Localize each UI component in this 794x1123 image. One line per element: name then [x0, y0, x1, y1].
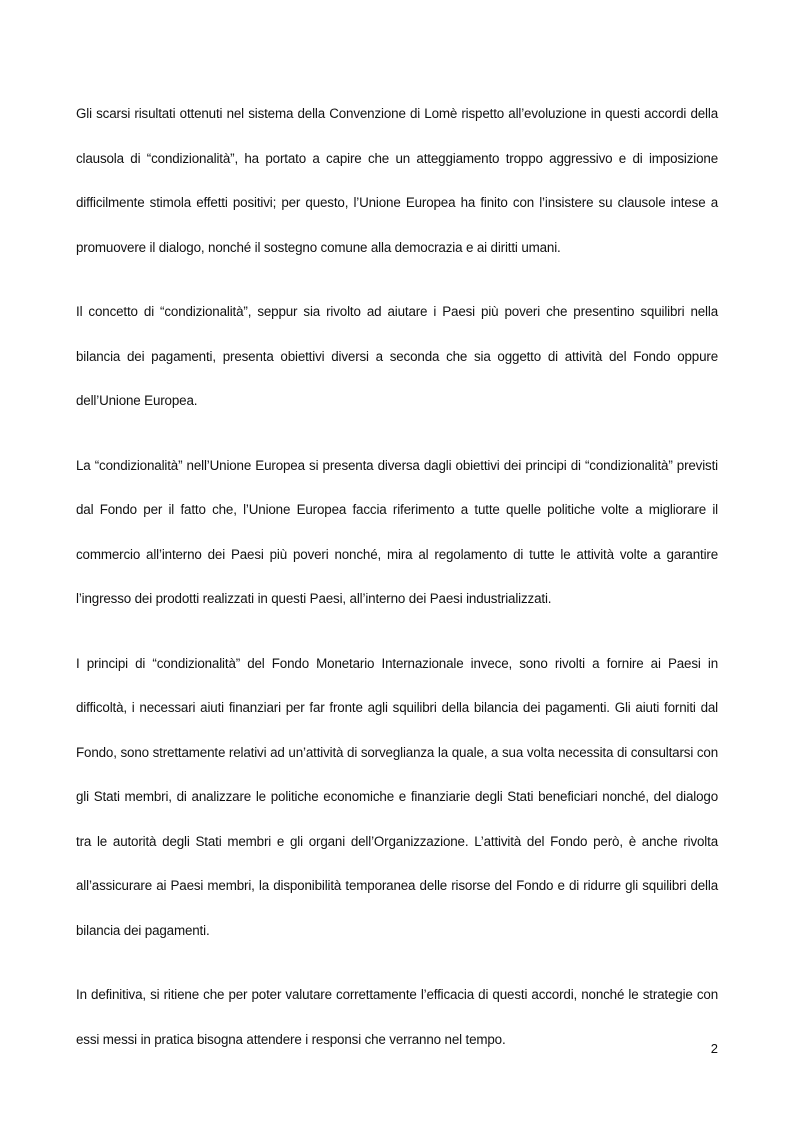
paragraph-1: Gli scarsi risultati ottenuti nel sistema della Convenzione di Lomè rispetto all’evoluzione in questi accordi della clausola di “condizionalità”, ha portato a capire che un atteggiamento troppo aggressivo e di imposizione difficilmente stimola effetti positivi; per questo, l’Unione Europea ha finito con l’insistere su clausole intese a promuovere il dialogo, nonché il sostegno comune alla democrazia e ai diritti umani.: [76, 106, 718, 255]
paragraph-3: La “condizionalità” nell’Unione Europea si presenta diversa dagli obiettivi dei principi di “condizionalità” previsti dal Fondo per il fatto che, l’Unione Europea faccia riferimento a tutte quelle politiche volte a migliorare il commercio all’interno dei Paesi più poveri nonché, mira al regolamento di tutte le attività volte a garantire l’ingresso dei prodotti realizzati in questi Paesi, all’interno dei Paesi industrializzati.: [76, 457, 718, 606]
paragraph-4: I principi di “condizionalità” del Fondo Monetario Internazionale invece, sono rivolti a fornire ai Paesi in difficoltà, i necessari aiuti finanziari per far fronte agli squilibri della bilancia dei pagamenti. Gli aiuti forniti dal Fondo, sono strettamente relativi ad un’attività di sorveglianza la quale, a sua volta necessita di consultarsi con gli Stati membri, di analizzare le politiche economiche e finanziarie degli Stati beneficiari nonché, del dialogo tra le autorità degli Stati membri e gli organi dell’Organizzazione. L’attività del Fondo però, è anche rivolta all’assicurare ai Paesi membri, la disponibilità temporanea delle risorse del Fondo e di ridurre gli squilibri della bilancia dei pagamenti.: [76, 655, 718, 938]
paragraph-5: In definitiva, si ritiene che per poter valutare correttamente l’efficacia di questi accordi, nonché le strategie con essi messi in pratica bisogna attendere i responsi che verranno nel tempo.: [76, 987, 718, 1047]
page-number: 2: [710, 1041, 718, 1056]
paragraph-2: Il concetto di “condizionalità”, seppur sia rivolto ad aiutare i Paesi più poveri che presentino squilibri nella bilancia dei pagamenti, presenta obiettivi diversi a seconda che sia oggetto di attività del Fondo oppure dell’Unione Europea.: [76, 304, 718, 408]
document-body: [76, 92, 718, 1062]
